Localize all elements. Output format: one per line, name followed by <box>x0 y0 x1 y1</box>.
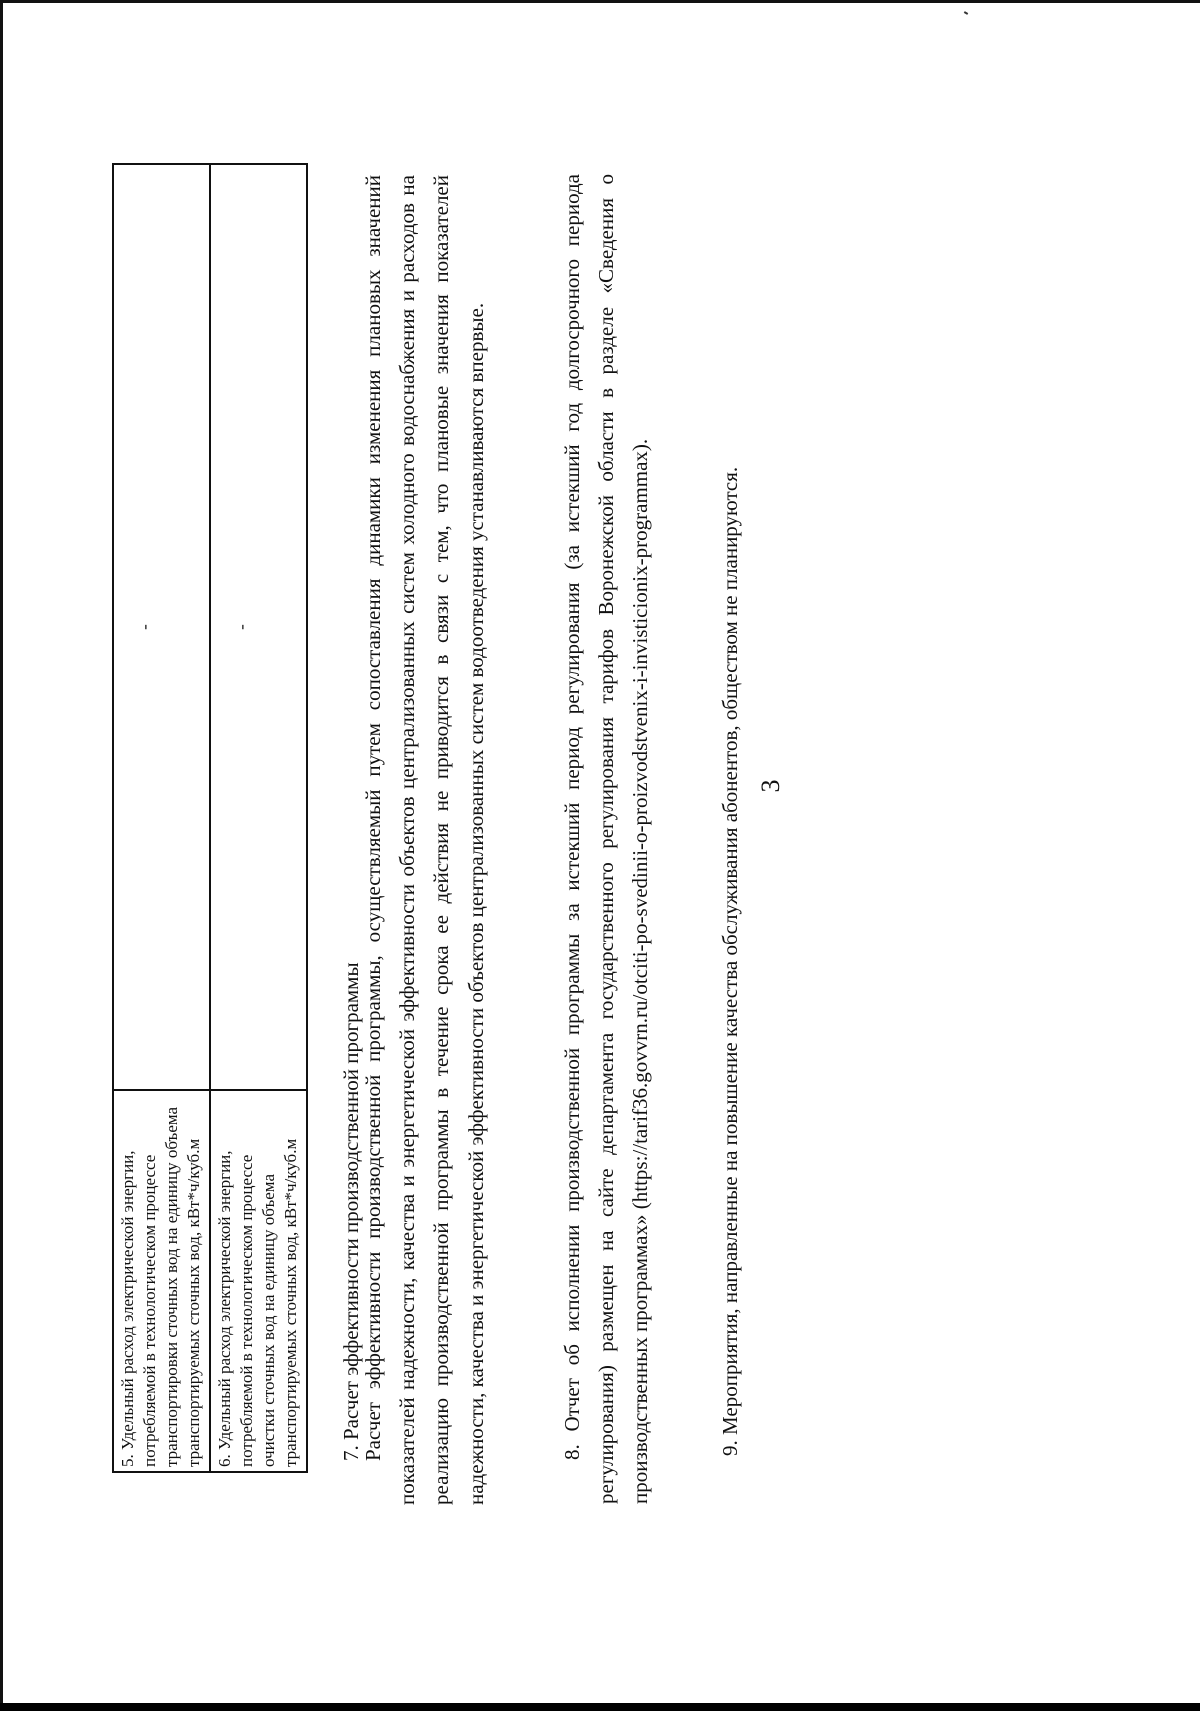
efficiency-paragraph: Расчет эффективности производственной программы, осуществляемый путем сопоставления динамики изменения плановых значений показателей надежности, качества и энергетической эффективности объектов централизованных систем холодного водоснабжения и расходов на реализацию производственной программы в течение срока ее действия не приводится в связи с тем, что плановые значения показателей надежности, качества и энергетической эффективности объектов централизованных систем водоотведения устанавливаются впервые. <box>361 175 488 1505</box>
page-number: 3 <box>756 779 785 793</box>
report-paragraph: 8. Отчет об исполнении производственной программы за истекший период регулирования (за истекший год долгосрочного периода регулирования) размещен на сайте департамента государственного регулирования тарифов Воронежской области в разделе «Сведения о производственных программах» (https://tarif36.govvrn.ru/otciti-po-svedinii-o-proizvodstvenix-i-invisticionix-programmax). <box>560 174 653 1504</box>
table-row <box>113 164 210 1472</box>
table-row <box>210 164 307 1472</box>
indicator-name: 5. Удельный расход электрической энергии, потребляемой в технологическом процессе транспортировки сточных вод на единицу объема транспортируемых сточных вод, кВт*ч/куб.м <box>113 1090 210 1472</box>
indicator-name: 6. Удельный расход электрической энергии, потребляемой в технологическом процессе очистки сточных вод на единицу объема транспортируемых сточных вод, кВт*ч/куб.м <box>210 1090 307 1472</box>
indicator-value: - <box>113 164 210 1090</box>
measures-paragraph: 9. Мероприятия, направленные на повышение качества обслуживания абонентов, обществом не планируются. <box>718 466 742 1456</box>
indicator-value: - <box>210 164 307 1090</box>
metrics-table <box>112 163 308 1473</box>
efficiency-section-heading: 7. Расчет эффективности производственной программы <box>339 962 363 1461</box>
